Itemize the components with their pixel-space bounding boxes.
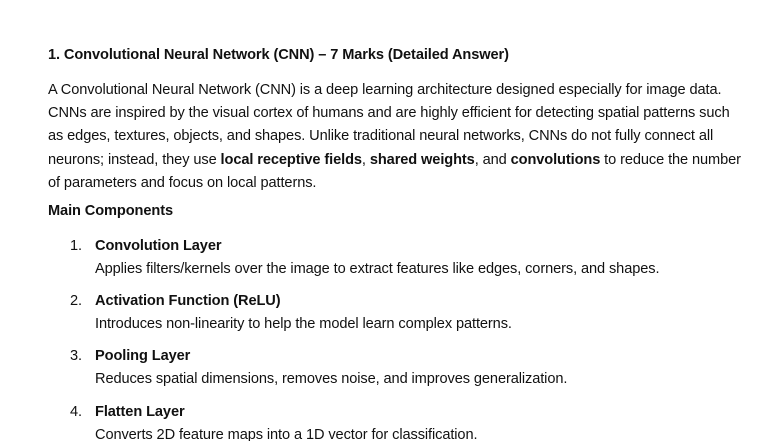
intro-text: neurons; instead, they use: [48, 151, 221, 168]
intro-text: ,: [361, 151, 370, 168]
intro-paragraph: [48, 79, 748, 195]
section-heading: 1. Convolutional Neural Network (CNN) – 7 Marks (Detailed Answer): [48, 47, 509, 63]
intro-text: , and: [474, 151, 511, 168]
list-item-title: Activation Function (ReLU): [95, 293, 281, 309]
list-item-description: Applies filters/kernels over the image to extract features like edges, corners, and shapes.: [95, 261, 660, 277]
list-item-description: Reduces spatial dimensions, removes noise, and improves generalization.: [95, 371, 568, 387]
bold-term: shared weights: [369, 151, 475, 168]
intro-line: A Convolutional Neural Network (CNN) is a deep learning architecture designed especially for image data.: [48, 82, 722, 98]
intro-line: CNNs are inspired by the visual cortex of humans and are highly efficient for detecting spatial patterns such: [48, 105, 730, 122]
list-item-description: Introduces non-linearity to help the model learn complex patterns.: [95, 316, 512, 332]
main-components-heading: Main Components: [48, 203, 173, 219]
list-number: 1.: [70, 238, 82, 254]
bold-term: convolutions: [510, 151, 601, 168]
list-item-title: Convolution Layer: [95, 238, 222, 254]
list-item-description: Converts 2D feature maps into a 1D vector for classification.: [95, 427, 478, 441]
intro-line: [48, 149, 748, 172]
list-number: 2.: [70, 293, 82, 309]
list-number: 3.: [70, 348, 82, 364]
intro-text: to reduce the number: [600, 151, 741, 168]
list-item-title: Pooling Layer: [95, 348, 191, 364]
list-item-title: Flatten Layer: [95, 404, 185, 420]
bold-term: local receptive fields: [220, 151, 362, 168]
intro-line: as edges, textures, objects, and shapes. Unlike traditional neural networks, CNNs do not fully connect all: [48, 128, 714, 145]
list-number: 4.: [70, 404, 82, 420]
intro-line: of parameters and focus on local patterns.: [48, 174, 317, 191]
